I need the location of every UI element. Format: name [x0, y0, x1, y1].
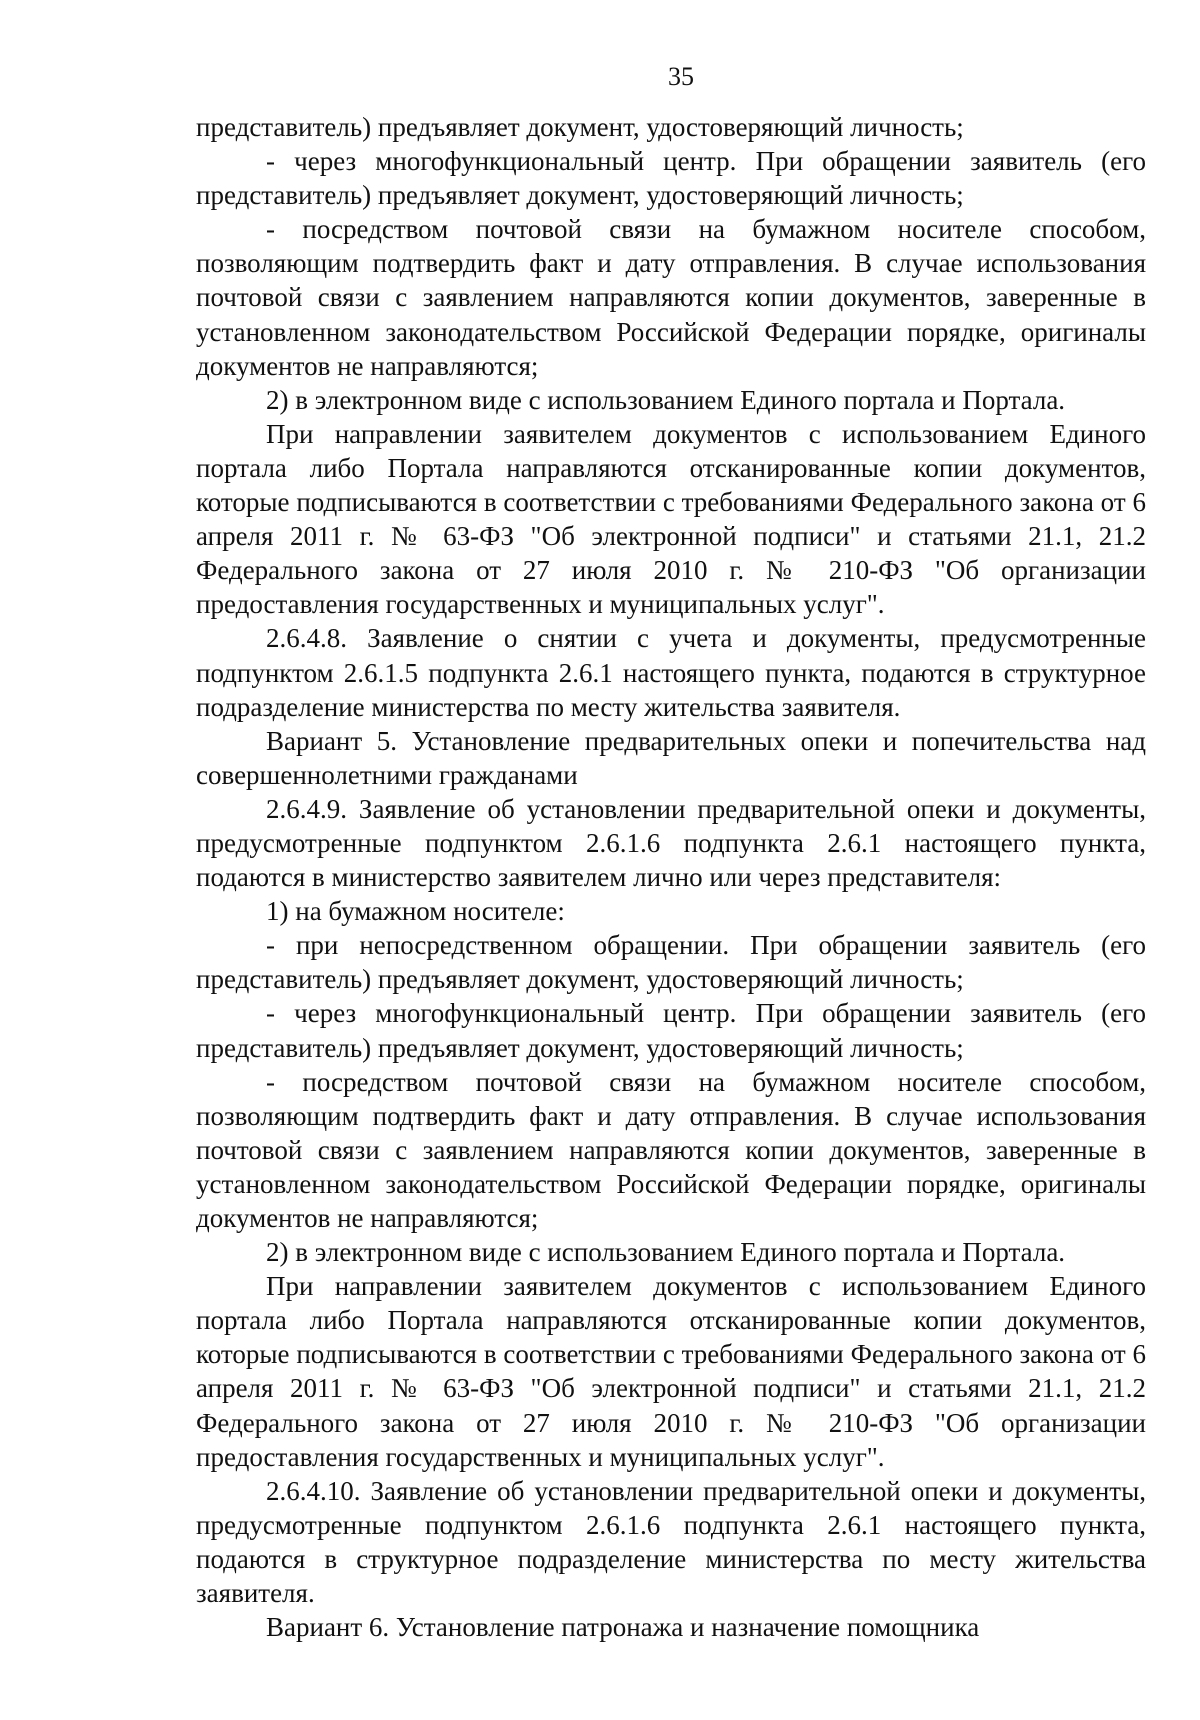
- document-body: [196, 110, 1146, 1644]
- section-heading: Вариант 6. Установление патронажа и назначение помощника: [266, 1612, 980, 1643]
- paragraph: - через многофункциональный центр. При обращении заявитель (его представитель) предъявляет документ, удостоверяющий личность;: [196, 146, 1146, 211]
- page-number: 35: [668, 62, 694, 91]
- paragraph: При направлении заявителем документов с использованием Единого портала либо Портала направляются отсканированные копии документов, которые подписываются в соответствии с требованиями Федерального закона от 6 апреля 2011 г. № 63-ФЗ "Об электронной подписи" и статьями 21.1, 21.2 Федерального закона от 27 июля 2010 г. № 210-ФЗ "Об организации предоставления государственных и муниципальных услуг".: [196, 418, 1146, 620]
- paragraph: 2.6.4.10. Заявление об установлении предварительной опеки и документы, предусмотренные подпунктом 2.6.1.6 подпункта 2.6.1 настоящего пункта, подаются в структурное подразделение министерства по месту жительства заявителя.: [196, 1475, 1146, 1609]
- paragraph: - через многофункциональный центр. При обращении заявитель (его представитель) предъявляет документ, удостоверяющий личность;: [196, 998, 1146, 1063]
- paragraph: представитель) предъявляет документ, удостоверяющий личность;: [196, 112, 964, 142]
- paragraph: При направлении заявителем документов с использованием Единого портала либо Портала направляются отсканированные копии документов, которые подписываются в соответствии с требованиями Федерального закона от 6 апреля 2011 г. № 63-ФЗ "Об электронной подписи" и статьями 21.1, 21.2 Федерального закона от 27 июля 2010 г. № 210-ФЗ "Об организации предоставления государственных и муниципальных услуг".: [196, 1271, 1146, 1472]
- paragraph: - при непосредственном обращении. При обращении заявитель (его представитель) предъявляет документ, удостоверяющий личность;: [196, 930, 1146, 995]
- paragraph: 2.6.4.8. Заявление о снятии с учета и документы, предусмотренные подпунктом 2.6.1.5 подпункта 2.6.1 настоящего пункта, подаются в структурное подразделение министерства по месту жительства заявителя.: [196, 623, 1146, 722]
- paragraph: - посредством почтовой связи на бумажном носителе способом, позволяющим подтвердить факт и дату отправления. В случае использования почтовой связи с заявлением направляются копии документов, заверенные в установленном законодательством Российской Федерации порядке, оригиналы документов не направляются;: [196, 214, 1146, 381]
- paragraph: 2) в электронном виде с использованием Единого портала и Портала.: [266, 1237, 1066, 1268]
- section-heading: Вариант 5. Установление предварительных опеки и попечительства над совершеннолетними гражданами: [196, 725, 1146, 790]
- paragraph: 2) в электронном виде с использованием Единого портала и Портала.: [266, 384, 1066, 415]
- paragraph: 2.6.4.9. Заявление об установлении предварительной опеки и документы, предусмотренные подпунктом 2.6.1.6 подпункта 2.6.1 настоящего пункта, подаются в министерство заявителем лично или через представителя:: [196, 793, 1146, 893]
- paragraph: - посредством почтовой связи на бумажном носителе способом, позволяющим подтвердить факт и дату отправления. В случае использования почтовой связи с заявлением направляются копии документов, заверенные в установленном законодательством Российской Федерации порядке, оригиналы документов не направляются;: [196, 1066, 1146, 1233]
- paragraph: 1) на бумажном носителе:: [266, 896, 565, 927]
